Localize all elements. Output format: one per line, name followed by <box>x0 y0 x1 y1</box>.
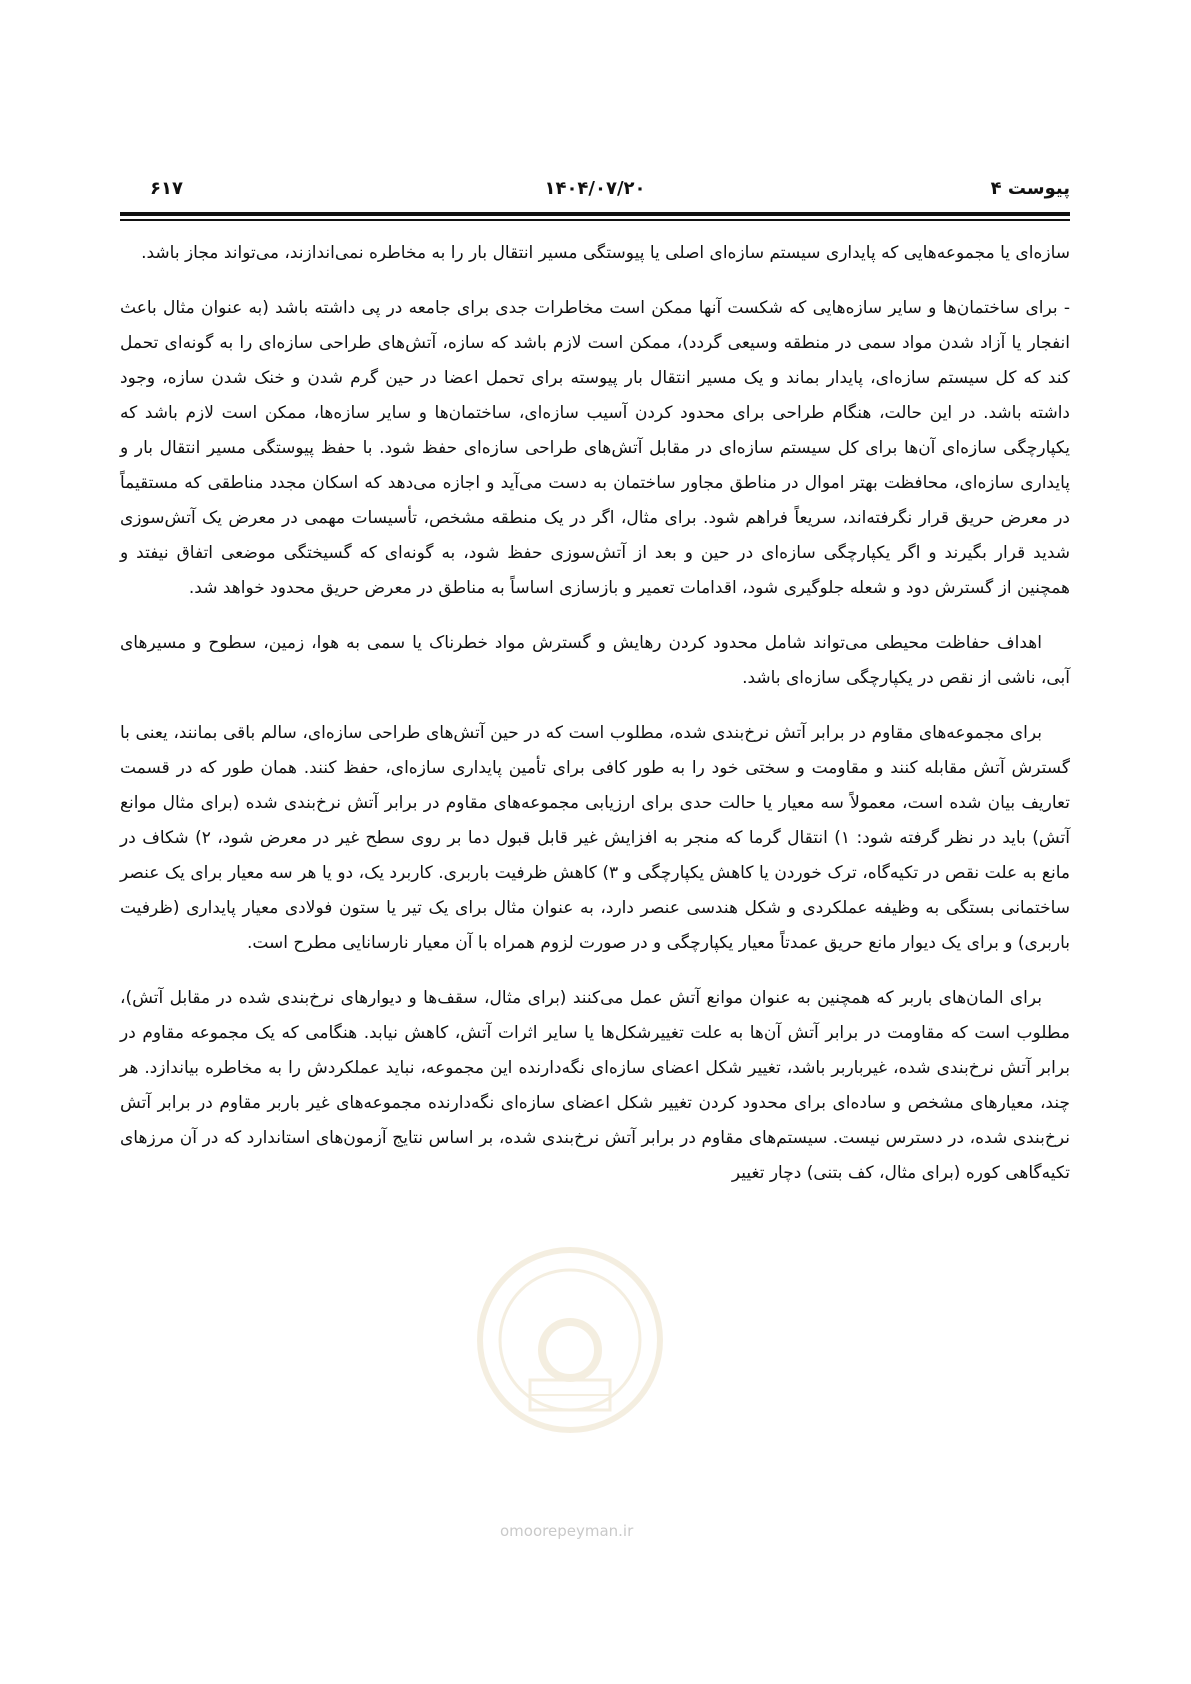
header-page-number: ۶۱۷ <box>150 178 183 199</box>
paragraph-load-bearing-elements: برای المان‌های باربر که همچنین به عنوان موانع آتش عمل می‌کنند (برای مثال، سقف‌ها و دیوارهای نرخ‌بندی شده در مقابل آتش)، مطلوب است که مقاومت در برابر آتش آن‌ها به علت تغییرشکل‌ها یا سایر اثرات آتش، کاهش نیابد. هنگامی که یک مجموعه مقاوم در برابر آتش نرخ‌بندی شده، غیرباربر باشد، تغییر شکل اعضای سازه‌ای نگه‌دارنده این مجموعه، نباید عملکردش را به مخاطره بیاندازد. هر چند، معیارهای مشخص و ساده‌ای برای محدود کردن تغییر شکل اعضای سازه‌ای نگه‌دارنده مجموعه‌های غیر باربر مقاوم در برابر آتش نرخ‌بندی شده، در دسترس نیست. سیستم‌های مقاوم در برابر آتش نرخ‌بندی شده، بر اساس نتایج آزمون‌های استاندارد که در آن مرزهای تکیه‌گاهی کوره (برای مثال، کف بتنی) دچار تغییر <box>120 988 1070 1183</box>
watermark-text: omoorepeyman.ir <box>500 1522 634 1540</box>
paragraph-environmental: اهداف حفاظت محیطی می‌تواند شامل محدود کردن رهایش و گسترش مواد خطرناک یا سمی به هوا، زمین، سطوح و مسیرهای آبی، ناشی از نقص در یکپارچگی سازه‌ای باشد. <box>120 633 1070 688</box>
page-header <box>120 178 1070 206</box>
paragraph-continuation: سازه‌ای یا مجموعه‌هایی که پایداری سیستم سازه‌ای اصلی یا پیوستگی مسیر انتقال بار را به مخاطره نمی‌اندازند، می‌تواند مجاز باشد. <box>141 243 1070 263</box>
watermark-logo-icon <box>470 1240 670 1440</box>
document-body <box>120 236 1070 1211</box>
header-rule-thick <box>120 212 1070 216</box>
header-date: ۱۴۰۴/۰۷/۲۰ <box>544 178 646 199</box>
paragraph-fire-resistant-assemblies: برای مجموعه‌های مقاوم در برابر آتش نرخ‌بندی شده، مطلوب است که در حین آتش‌های طراحی سازه‌ای، سالم باقی بمانند، یعنی با گسترش آتش مقابله کنند و مقاومت و سختی خود را به طور کافی برای تأمین پایداری سازه‌ای، حفظ کنند. همان طور که در قسمت تعاریف بیان شده است، معمولاً سه معیار یا حالت حدی برای ارزیابی مجموعه‌های مقاوم در برابر آتش نرخ‌بندی شده (برای مثال موانع آتش) باید در نظر گرفته شود: ۱) انتقال گرما که منجر به افزایش غیر قابل قبول دما بر روی سطح غیر در معرض شود، ۲) شکاف در مانع به علت نقص در تکیه‌گاه، ترک خوردن یا کاهش یکپارچگی و ۳) کاهش ظرفیت باربری. کاربرد یک، دو یا هر سه معیار برای یک عنصر ساختمانی بستگی به وظیفه عملکردی و شکل هندسی عنصر دارد، به عنوان مثال برای یک تیر یا ستون فولادی معیار پایداری (ظرفیت باربری) و برای یک دیوار مانع حریق عمدتاً معیار یکپارچگی و در صورت لزوم همراه با آن معیار نارسانایی مطرح است. <box>120 723 1070 953</box>
paragraph-public-safety: - برای ساختمان‌ها و سایر سازه‌هایی که شکست آنها ممکن است مخاطرات جدی برای جامعه در پی داشته باشد (به عنوان مثال باعث انفجار یا آزاد شدن مواد سمی در منطقه وسیعی گردد)، ممکن است لازم باشد که سازه، آتش‌های طراحی سازه‌ای را به گونه‌ای تحمل کند که کل سیستم سازه‌ای، پایدار بماند و یک مسیر انتقال بار پیوسته برای تحمل اعضا در حین گرم شدن و خنک شدن سازه، وجود داشته باشد. در این حالت، هنگام طراحی برای محدود کردن آسیب سازه‌ای، ساختمان‌ها و سایر سازه‌ها، ممکن است لازم باشد که یکپارچگی سازه‌ای آن‌ها برای کل سیستم سازه‌ای در مقابل آتش‌های طراحی سازه‌ای حفظ شود. با حفظ پیوستگی مسیر انتقال بار و پایداری سازه‌ای، محافظت بهتر اموال در مناطق مجاور ساختمان به دست می‌آید و اجازه می‌دهد که اسکان مجدد مناطقی که مستقیماً در معرض حریق قرار نگرفته‌اند، سریعاً فراهم شود. برای مثال، اگر در یک منطقه مشخص، تأسیسات مهمی در معرض یک آتش‌سوزی شدید قرار بگیرند و اگر یکپارچگی سازه‌ای در حین و بعد از آتش‌سوزی حفظ شود، به گونه‌ای که گسیختگی موضعی اتفاق نیفتد و همچنین از گسترش دود و شعله جلوگیری شود، اقدامات تعمیر و بازسازی اساساً به مناطق در معرض حریق محدود خواهد شد. <box>120 298 1070 598</box>
header-section-title: پیوست ۴ <box>990 178 1070 199</box>
header-rule-thin <box>120 219 1070 221</box>
